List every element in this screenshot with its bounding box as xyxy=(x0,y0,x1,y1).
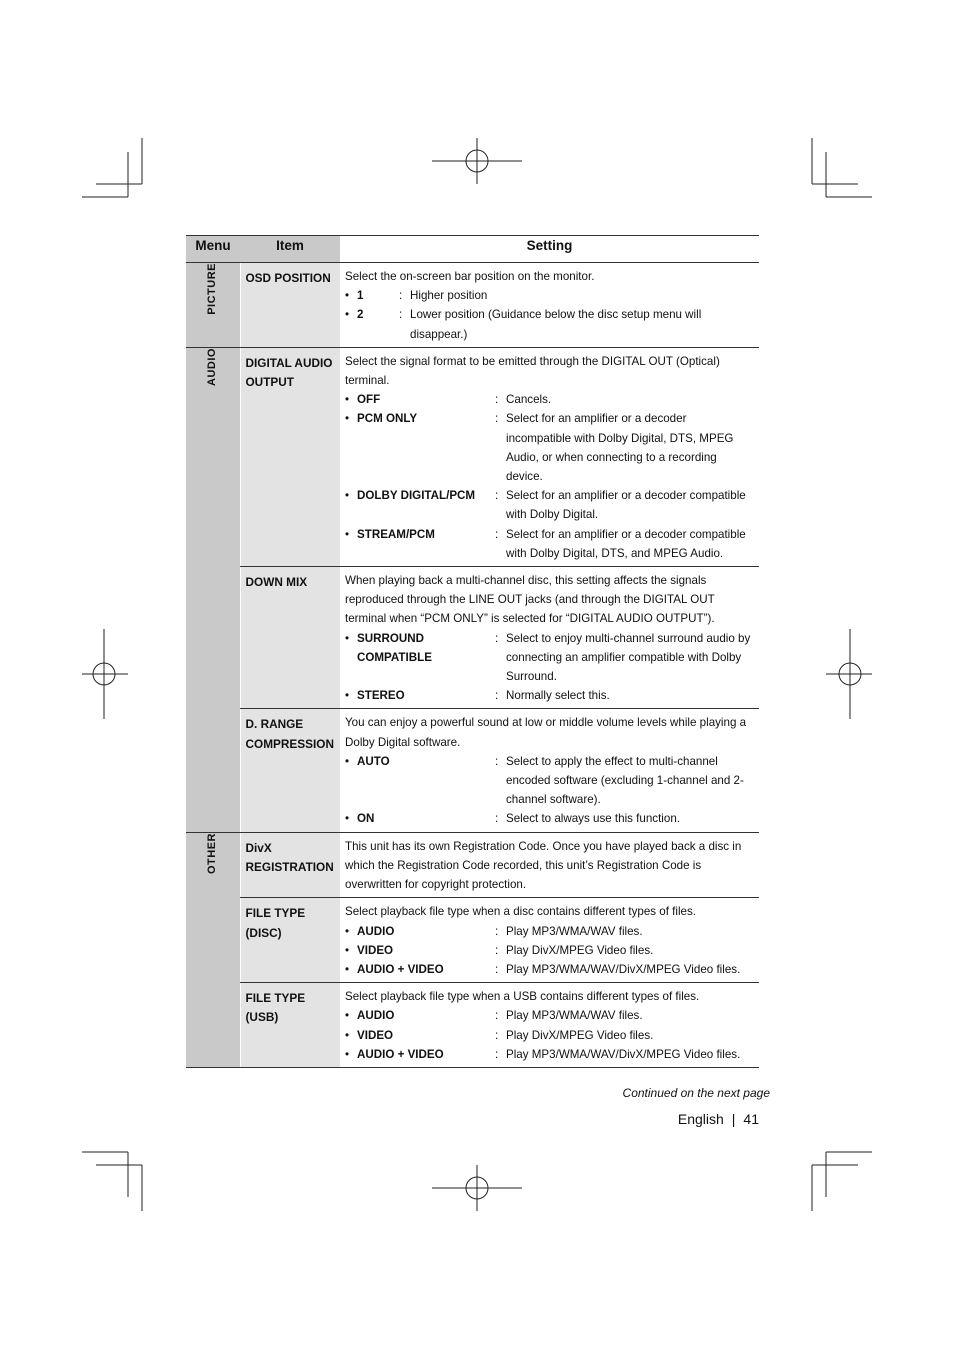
option-desc: Play MP3/WMA/WAV files. xyxy=(506,1009,643,1023)
option-name: PCM ONLY xyxy=(357,412,418,426)
table-header-row xyxy=(186,236,759,263)
option-row: • DOLBY DIGITAL/PCM : Select for an amplifier or a decoder compatible with Dolby Digital. xyxy=(345,486,753,524)
option-row: • AUDIO + VIDEO : Play MP3/WMA/WAV/DivX/MPEG Video files. xyxy=(345,1045,753,1064)
option-name: AUDIO xyxy=(357,924,395,938)
option-desc: Play MP3/WMA/WAV/DivX/MPEG Video files. xyxy=(506,1047,741,1061)
option-desc: Select to enjoy multi-channel surround audio by connecting an amplifier compatible with Dolby Surround. xyxy=(506,631,751,684)
option-name: VIDEO xyxy=(357,943,394,957)
option-name: 1 xyxy=(357,289,364,303)
option-name: STREAM/PCM xyxy=(357,527,435,541)
setting-intro: When playing back a multi-channel disc, this setting affects the signals reproduced through the LINE OUT jacks (and through the DIGITAL OUT terminal when “PCM ONLY” is selected for “DIGITAL AUDIO OUTPUT”). xyxy=(345,574,715,626)
option-row: • VIDEO : Play DivX/MPEG Video files. xyxy=(345,1026,753,1045)
table-row xyxy=(186,709,759,832)
footer-language: English xyxy=(677,1111,724,1127)
setting-intro: Select playback file type when a disc contains different types of files. xyxy=(345,905,697,919)
page-footer xyxy=(620,1111,759,1127)
setting-intro: This unit has its own Registration Code. Once you have played back a disc in which the Registration Code recorded, this unit’s Registration Code is overwritten for copyright protection. xyxy=(345,839,742,892)
menu-cell-other xyxy=(186,832,240,1067)
option-desc: Lower position (Guidance below the disc setup menu will disappear.) xyxy=(410,308,702,341)
option-desc: Play MP3/WMA/WAV/DivX/MPEG Video files. xyxy=(506,962,741,976)
setting-intro: Select the on-screen bar position on the monitor. xyxy=(345,270,595,283)
setting-d-range-compression xyxy=(340,709,759,832)
option-name: ON xyxy=(357,812,375,826)
option-desc: Select for an amplifier or a decoder incompatible with Dolby Digital, DTS, MPEG Audio, or when connecting to a recording device. xyxy=(506,412,734,484)
menu-label: OTHER xyxy=(206,832,219,874)
setting-digital-audio-output xyxy=(340,347,759,566)
option-name: AUDIO + VIDEO xyxy=(357,1047,444,1061)
option-row: • SURROUND COMPATIBLE : Select to enjoy multi-channel surround audio by connecting an amplifier compatible with Dolby Surround. xyxy=(345,629,753,687)
option-row: • AUDIO + VIDEO : Play MP3/WMA/WAV/DivX/MPEG Video files. xyxy=(345,960,753,979)
option-row: • OFF : Cancels. xyxy=(345,390,753,409)
item-file-type-disc: FILE TYPE (DISC) xyxy=(240,898,340,983)
table-row xyxy=(186,263,759,348)
option-desc: Select to apply the effect to multi-channel encoded software (excluding 1-channel and 2-channel software). xyxy=(506,754,744,807)
settings-table xyxy=(186,235,759,1068)
option-desc: Play DivX/MPEG Video files. xyxy=(506,1028,654,1042)
menu-cell-picture xyxy=(186,263,240,348)
option-desc: Select to always use this function. xyxy=(506,812,680,826)
setting-file-type-usb xyxy=(340,983,759,1068)
option-desc: Cancels. xyxy=(506,393,552,407)
option-name: OFF xyxy=(357,393,381,407)
option-row: • 2 : Lower position (Guidance below the disc setup menu will disappear.) xyxy=(345,305,753,343)
continued-note: Continued on the next page xyxy=(622,1086,770,1100)
header-item: Item xyxy=(240,236,340,263)
option-row: • AUDIO : Play MP3/WMA/WAV files. xyxy=(345,1006,753,1025)
page-number: 41 xyxy=(743,1111,759,1127)
option-desc: Play MP3/WMA/WAV files. xyxy=(506,924,643,938)
option-desc: Normally select this. xyxy=(506,689,610,703)
header-setting: Setting xyxy=(340,236,759,263)
setting-intro: You can enjoy a powerful sound at low or middle volume levels while playing a Dolby Digital software. xyxy=(345,716,747,749)
option-name: AUDIO xyxy=(357,1009,395,1023)
menu-cell-audio xyxy=(186,347,240,832)
option-name: DOLBY DIGITAL/PCM xyxy=(357,489,476,503)
menu-label: PICTURE xyxy=(206,263,219,315)
footer-separator: | xyxy=(731,1111,736,1127)
option-name: AUTO xyxy=(357,754,390,768)
table-row xyxy=(186,567,759,709)
item-file-type-usb: FILE TYPE (USB) xyxy=(240,983,340,1068)
option-row: • STEREO : Normally select this. xyxy=(345,686,753,705)
item-divx-registration: DivX REGISTRATION xyxy=(240,832,340,898)
option-name: VIDEO xyxy=(357,1028,394,1042)
option-row: • 1 : Higher position xyxy=(345,286,753,305)
option-desc: Play DivX/MPEG Video files. xyxy=(506,943,654,957)
setting-intro: Select playback file type when a USB contains different types of files. xyxy=(345,990,700,1004)
option-row: • AUDIO : Play MP3/WMA/WAV files. xyxy=(345,922,753,941)
option-name: 2 xyxy=(357,308,364,322)
table-row xyxy=(186,347,759,566)
option-row: • PCM ONLY : Select for an amplifier or a decoder incompatible with Dolby Digital, DTS, MPEG Audio, or when connecting to a recording device. xyxy=(345,409,753,486)
option-name: AUDIO + VIDEO xyxy=(357,962,444,976)
item-digital-audio-output: DIGITAL AUDIO OUTPUT xyxy=(240,347,340,566)
option-row: • VIDEO : Play DivX/MPEG Video files. xyxy=(345,941,753,960)
setting-intro: Select the signal format to be emitted through the DIGITAL OUT (Optical) terminal. xyxy=(345,354,720,388)
option-row: • STREAM/PCM : Select for an amplifier or a decoder compatible with Dolby Digital, DTS, and MPEG Audio. xyxy=(345,525,753,563)
setting-divx-registration xyxy=(340,832,759,898)
option-desc: Higher position xyxy=(410,289,488,303)
table-row xyxy=(186,983,759,1068)
option-name: STEREO xyxy=(357,689,405,703)
option-name: SURROUND COMPATIBLE xyxy=(357,631,432,664)
header-menu: Menu xyxy=(186,236,240,263)
item-osd-position: OSD POSITION xyxy=(240,263,340,348)
setting-file-type-disc xyxy=(340,898,759,983)
setting-osd-position xyxy=(340,263,759,348)
item-d-range-compression: D. RANGE COMPRESSION xyxy=(240,709,340,832)
option-desc: Select for an amplifier or a decoder compatible with Dolby Digital, DTS, and MPEG Audio. xyxy=(506,527,746,560)
option-desc: Select for an amplifier or a decoder compatible with Dolby Digital. xyxy=(506,489,746,522)
table-row xyxy=(186,898,759,983)
option-row: • AUTO : Select to apply the effect to multi-channel encoded software (excluding 1-channel and 2-channel software). xyxy=(345,752,753,810)
item-down-mix: DOWN MIX xyxy=(240,567,340,709)
table-row xyxy=(186,832,759,898)
option-row: • ON : Select to always use this function. xyxy=(345,809,753,828)
setting-down-mix xyxy=(340,567,759,709)
menu-label: AUDIO xyxy=(206,347,219,386)
